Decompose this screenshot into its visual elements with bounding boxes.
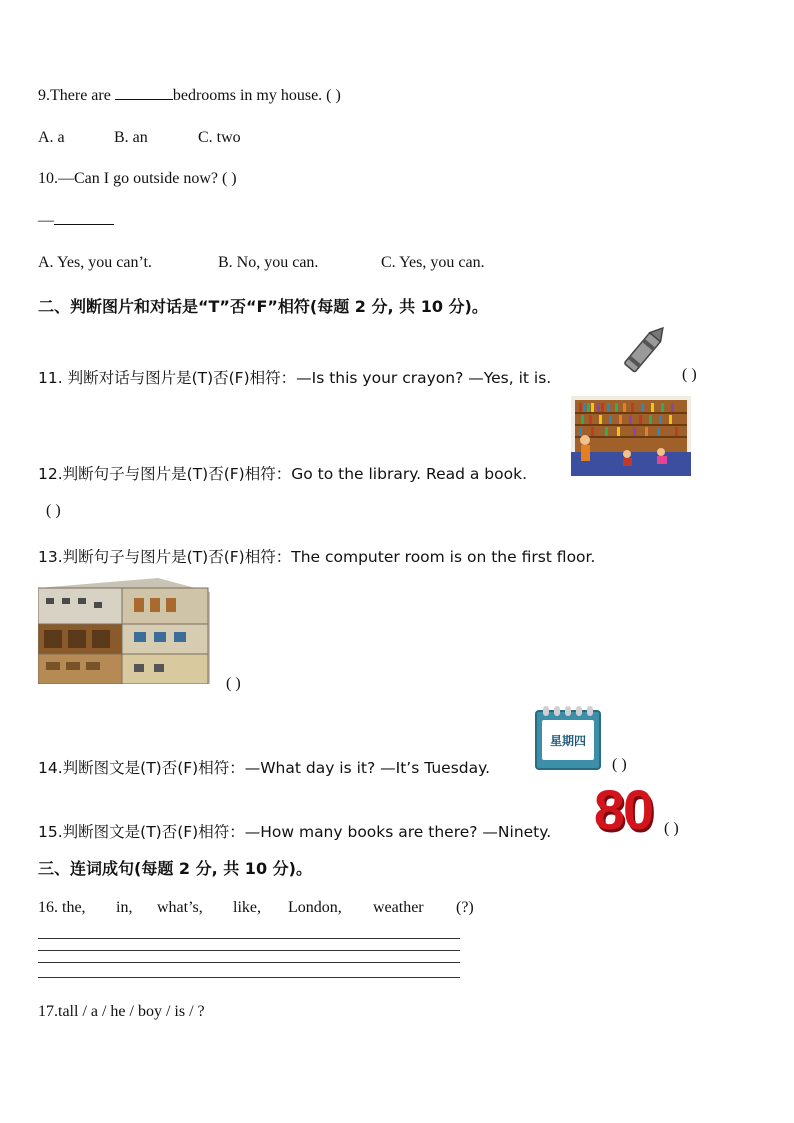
question-17: 17.tall / a / he / boy / is / ? [38, 1003, 205, 1020]
writing-line[interactable] [38, 950, 460, 951]
question-16-word-3: what’s, [157, 899, 203, 916]
question-14: 14.判断图文是(T)否(F)相符：—What day is it? —It’s Tuesday. [38, 759, 491, 777]
answer-blank[interactable] [115, 99, 173, 100]
section-2-heading: 二、判断图片和对话是“T”否“F”相符(每题 2 分, 共 10 分)。 [38, 297, 488, 316]
school-building-image [38, 578, 210, 684]
section-3-heading: 三、连词成句(每题 2 分, 共 10 分)。 [38, 859, 312, 878]
writing-line[interactable] [38, 938, 460, 939]
number-image [588, 777, 658, 841]
answer-parentheses[interactable]: ( ) [612, 756, 627, 773]
question-9-text-end: bedrooms in my house. ( ) [172, 87, 341, 104]
question-16-word-1: 16. the, [38, 899, 86, 916]
question-9-text-start: 9.There are [38, 87, 115, 104]
question-13: 13.判断句子与图片是(T)否(F)相符：The computer room is on the first floor. [38, 548, 596, 566]
question-10: 10.—Can I go outside now? ( ) [38, 170, 237, 187]
question-12: 12.判断句子与图片是(T)否(F)相符：Go to the library. Read a book. [38, 465, 528, 483]
answer-blank[interactable] [54, 224, 114, 225]
calendar-icon [535, 706, 601, 770]
answer-parentheses[interactable]: ( ) [682, 366, 697, 383]
question-16-word-5: London, [288, 899, 342, 916]
option-a: A. Yes, you can’t. [38, 254, 152, 271]
answer-parentheses[interactable]: ( ) [226, 675, 241, 692]
question-16-word-4: like, [233, 899, 261, 916]
option-a: A. a [38, 129, 65, 146]
crayon-image [612, 326, 670, 382]
library-image [571, 396, 691, 476]
option-b: B. an [114, 129, 148, 146]
question-11: 11. 判断对话与图片是(T)否(F)相符：—Is this your crayon? —Yes, it is. [38, 369, 552, 387]
writing-line[interactable] [38, 962, 460, 963]
question-16-word-6: weather [373, 899, 424, 916]
question-16-word-7: (?) [456, 899, 474, 916]
question-9 [38, 87, 341, 105]
option-b: B. No, you can. [218, 254, 319, 271]
answer-parentheses[interactable]: ( ) [46, 502, 61, 519]
question-15: 15.判断图文是(T)否(F)相符：—How many books are there? —Ninety. [38, 823, 552, 841]
response-dash: — [38, 212, 54, 229]
question-16-word-2: in, [116, 899, 133, 916]
answer-parentheses[interactable]: ( ) [664, 820, 679, 837]
calendar-label: 星期四 [549, 733, 586, 748]
option-c: C. two [198, 129, 241, 146]
option-c: C. Yes, you can. [381, 254, 485, 271]
number-80: 80 [593, 777, 653, 841]
question-10-response-line [38, 212, 114, 230]
writing-line[interactable] [38, 977, 460, 978]
